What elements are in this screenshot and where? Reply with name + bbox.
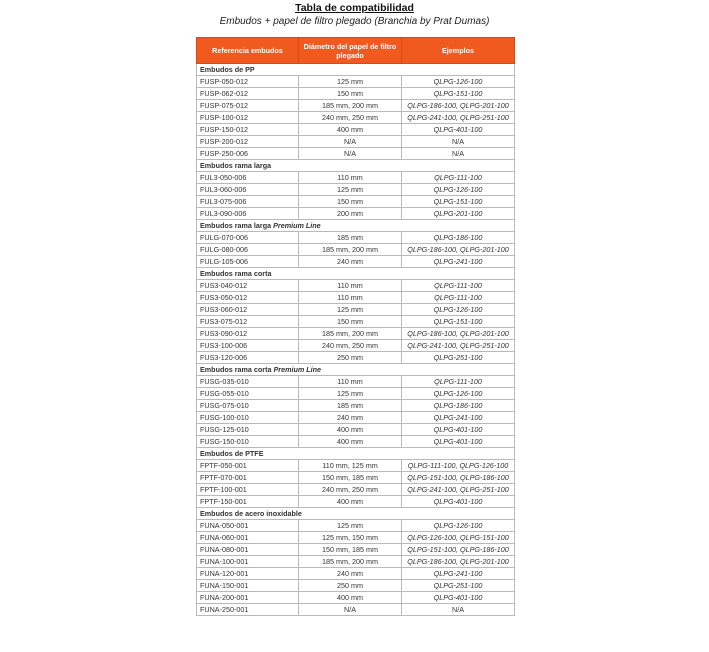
diameter-cell: 240 mm, 250 mm: [299, 340, 402, 352]
table-row: [197, 244, 515, 256]
column-header-reference: Referencia embudos: [197, 38, 299, 64]
reference-cell: FUL3-075-006: [197, 196, 299, 208]
group-name: Embudos de PTFE: [200, 449, 264, 458]
table-row: [197, 484, 515, 496]
table-row: [197, 184, 515, 196]
reference-cell: FUNA-060-001: [197, 532, 299, 544]
reference-cell: FUSG-150-010: [197, 436, 299, 448]
diameter-cell: 240 mm: [299, 412, 402, 424]
group-name: Embudos rama corta: [200, 365, 272, 374]
examples-cell: QLPG-151-100, QLPG-186-100: [402, 544, 515, 556]
reference-cell: FUSG-125-010: [197, 424, 299, 436]
reference-cell: FUNA-200-001: [197, 592, 299, 604]
group-row: [197, 268, 515, 280]
table-row: [197, 112, 515, 124]
table-row: [197, 136, 515, 148]
examples-cell: QLPG-241-100: [402, 568, 515, 580]
examples-cell: QLPG-401-100: [402, 124, 515, 136]
examples-cell: QLPG-126-100: [402, 184, 515, 196]
diameter-cell: 200 mm: [299, 208, 402, 220]
document-title: Tabla de compatibilidad: [295, 2, 414, 14]
table-row: [197, 472, 515, 484]
examples-cell: QLPG-401-100: [402, 496, 515, 508]
group-heading: [197, 508, 515, 520]
reference-cell: FPTF-100-001: [197, 484, 299, 496]
group-name: Embudos rama larga: [200, 161, 272, 170]
examples-cell: QLPG-251-100: [402, 352, 515, 364]
table-row: [197, 556, 515, 568]
diameter-cell: 240 mm: [299, 568, 402, 580]
table-row: [197, 532, 515, 544]
table-row: [197, 376, 515, 388]
compatibility-table: [196, 37, 515, 616]
diameter-cell: 400 mm: [299, 436, 402, 448]
table-row: [197, 592, 515, 604]
diameter-cell: 185 mm, 200 mm: [299, 328, 402, 340]
group-row: [197, 160, 515, 172]
examples-cell: QLPG-401-100: [402, 436, 515, 448]
table-row: [197, 196, 515, 208]
diameter-cell: 110 mm: [299, 376, 402, 388]
examples-cell: QLPG-186-100, QLPG-201-100: [402, 328, 515, 340]
table-row: [197, 436, 515, 448]
examples-cell: QLPG-241-100: [402, 412, 515, 424]
diameter-cell: N/A: [299, 148, 402, 160]
table-row: [197, 568, 515, 580]
examples-cell: N/A: [402, 136, 515, 148]
reference-cell: FUSP-150-012: [197, 124, 299, 136]
reference-cell: FUS3-120-006: [197, 352, 299, 364]
diameter-cell: 110 mm: [299, 172, 402, 184]
group-name: Embudos rama corta: [200, 269, 272, 278]
diameter-cell: 150 mm: [299, 196, 402, 208]
reference-cell: FUSG-035-010: [197, 376, 299, 388]
diameter-cell: N/A: [299, 136, 402, 148]
examples-cell: QLPG-186-100: [402, 400, 515, 412]
table-row: [197, 316, 515, 328]
diameter-cell: 240 mm, 250 mm: [299, 112, 402, 124]
examples-cell: QLPG-111-100: [402, 292, 515, 304]
diameter-cell: 125 mm: [299, 304, 402, 316]
examples-cell: QLPG-201-100: [402, 208, 515, 220]
diameter-cell: 150 mm: [299, 88, 402, 100]
examples-cell: QLPG-241-100, QLPG-251-100: [402, 340, 515, 352]
table-row: [197, 232, 515, 244]
table-row: [197, 496, 515, 508]
table-row: [197, 544, 515, 556]
reference-cell: FUL3-050-006: [197, 172, 299, 184]
diameter-cell: 110 mm: [299, 292, 402, 304]
reference-cell: FUSP-100-012: [197, 112, 299, 124]
table-row: [197, 208, 515, 220]
reference-cell: FUNA-250-001: [197, 604, 299, 616]
reference-cell: FUS3-100-006: [197, 340, 299, 352]
table-row: [197, 340, 515, 352]
reference-cell: FUS3-090-012: [197, 328, 299, 340]
examples-cell: N/A: [402, 148, 515, 160]
examples-cell: QLPG-241-100, QLPG-251-100: [402, 484, 515, 496]
diameter-cell: 110 mm, 125 mm: [299, 460, 402, 472]
group-heading: [197, 448, 515, 460]
diameter-cell: 400 mm: [299, 124, 402, 136]
diameter-cell: 250 mm: [299, 580, 402, 592]
table-row: [197, 100, 515, 112]
table-row: [197, 400, 515, 412]
table-row: [197, 604, 515, 616]
diameter-cell: 400 mm: [299, 592, 402, 604]
examples-cell: QLPG-111-100: [402, 280, 515, 292]
reference-cell: FUNA-080-001: [197, 544, 299, 556]
group-heading: [197, 364, 515, 376]
reference-cell: FPTF-070-001: [197, 472, 299, 484]
examples-cell: QLPG-186-100, QLPG-201-100: [402, 100, 515, 112]
diameter-cell: 400 mm: [299, 496, 402, 508]
reference-cell: FUSG-100-010: [197, 412, 299, 424]
reference-cell: FULG-105-006: [197, 256, 299, 268]
examples-cell: QLPG-151-100: [402, 316, 515, 328]
examples-cell: QLPG-186-100: [402, 232, 515, 244]
examples-cell: N/A: [402, 604, 515, 616]
table-row: [197, 124, 515, 136]
examples-cell: QLPG-151-100, QLPG-186-100: [402, 472, 515, 484]
reference-cell: FUS3-050-012: [197, 292, 299, 304]
group-row: [197, 508, 515, 520]
reference-cell: FUSP-075-012: [197, 100, 299, 112]
group-heading: [197, 268, 515, 280]
table-row: [197, 424, 515, 436]
reference-cell: FUS3-075-012: [197, 316, 299, 328]
reference-cell: FUNA-100-001: [197, 556, 299, 568]
reference-cell: FUL3-090-006: [197, 208, 299, 220]
reference-cell: FUSG-055-010: [197, 388, 299, 400]
table-row: [197, 352, 515, 364]
diameter-cell: 150 mm: [299, 316, 402, 328]
reference-cell: FULG-080-006: [197, 244, 299, 256]
diameter-cell: 125 mm: [299, 184, 402, 196]
examples-cell: QLPG-151-100: [402, 196, 515, 208]
reference-cell: FUL3-060-006: [197, 184, 299, 196]
table-row: [197, 460, 515, 472]
reference-cell: FUS3-040-012: [197, 280, 299, 292]
diameter-cell: 185 mm: [299, 400, 402, 412]
group-name: Embudos de PP: [200, 65, 255, 74]
reference-cell: FPTF-150-001: [197, 496, 299, 508]
table-row: [197, 580, 515, 592]
diameter-cell: 185 mm, 200 mm: [299, 244, 402, 256]
examples-cell: QLPG-126-100: [402, 304, 515, 316]
table-row: [197, 388, 515, 400]
reference-cell: FUNA-050-001: [197, 520, 299, 532]
examples-cell: QLPG-241-100, QLPG-251-100: [402, 112, 515, 124]
group-name-suffix: Premium Line: [273, 221, 321, 230]
diameter-cell: 240 mm: [299, 256, 402, 268]
reference-cell: FUNA-120-001: [197, 568, 299, 580]
table-body: [197, 64, 515, 616]
examples-cell: QLPG-241-100: [402, 256, 515, 268]
table-row: [197, 172, 515, 184]
group-name: Embudos rama larga: [200, 221, 272, 230]
reference-cell: FULG-070-006: [197, 232, 299, 244]
diameter-cell: 110 mm: [299, 280, 402, 292]
group-row: [197, 364, 515, 376]
group-name: Embudos de acero inoxidable: [200, 509, 302, 518]
table-row: [197, 280, 515, 292]
table-header-row: [197, 38, 515, 64]
diameter-cell: 125 mm: [299, 76, 402, 88]
diameter-cell: N/A: [299, 604, 402, 616]
table-row: [197, 328, 515, 340]
diameter-cell: 125 mm: [299, 388, 402, 400]
diameter-cell: 185 mm: [299, 232, 402, 244]
table-row: [197, 256, 515, 268]
table-row: [197, 520, 515, 532]
document-subtitle: Embudos + papel de filtro plegado (Branchia by Prat Dumas): [219, 16, 490, 27]
reference-cell: FUSP-050-012: [197, 76, 299, 88]
diameter-cell: 185 mm, 200 mm: [299, 556, 402, 568]
table-row: [197, 148, 515, 160]
table-row: [197, 76, 515, 88]
document-header: [0, 2, 709, 28]
reference-cell: FUNA-150-001: [197, 580, 299, 592]
reference-cell: FUSP-250-006: [197, 148, 299, 160]
table-row: [197, 292, 515, 304]
column-header-examples: Ejemplos: [402, 38, 515, 64]
diameter-cell: 250 mm: [299, 352, 402, 364]
reference-cell: FPTF-050-001: [197, 460, 299, 472]
examples-cell: QLPG-111-100, QLPG-126-100: [402, 460, 515, 472]
group-row: [197, 448, 515, 460]
examples-cell: QLPG-401-100: [402, 592, 515, 604]
examples-cell: QLPG-126-100, QLPG-151-100: [402, 532, 515, 544]
group-heading: [197, 160, 515, 172]
column-header-diameter: Diámetro del papel de filtro plegado: [299, 38, 402, 64]
examples-cell: QLPG-111-100: [402, 376, 515, 388]
diameter-cell: 185 mm, 200 mm: [299, 100, 402, 112]
group-row: [197, 220, 515, 232]
group-name-suffix: Premium Line: [273, 365, 322, 374]
diameter-cell: 150 mm, 185 mm: [299, 472, 402, 484]
table-row: [197, 412, 515, 424]
examples-cell: QLPG-151-100: [402, 88, 515, 100]
group-row: [197, 64, 515, 76]
diameter-cell: 125 mm: [299, 520, 402, 532]
table-row: [197, 88, 515, 100]
examples-cell: QLPG-186-100, QLPG-201-100: [402, 556, 515, 568]
examples-cell: QLPG-126-100: [402, 520, 515, 532]
examples-cell: QLPG-111-100: [402, 172, 515, 184]
reference-cell: FUSG-075-010: [197, 400, 299, 412]
diameter-cell: 240 mm, 250 mm: [299, 484, 402, 496]
group-heading: [197, 220, 515, 232]
examples-cell: QLPG-401-100: [402, 424, 515, 436]
diameter-cell: 150 mm, 185 mm: [299, 544, 402, 556]
examples-cell: QLPG-126-100: [402, 388, 515, 400]
group-heading: [197, 64, 515, 76]
examples-cell: QLPG-126-100: [402, 76, 515, 88]
reference-cell: FUS3-060-012: [197, 304, 299, 316]
examples-cell: QLPG-251-100: [402, 580, 515, 592]
diameter-cell: 400 mm: [299, 424, 402, 436]
diameter-cell: 125 mm, 150 mm: [299, 532, 402, 544]
examples-cell: QLPG-186-100, QLPG-201-100: [402, 244, 515, 256]
table-row: [197, 304, 515, 316]
reference-cell: FUSP-200-012: [197, 136, 299, 148]
reference-cell: FUSP-062-012: [197, 88, 299, 100]
